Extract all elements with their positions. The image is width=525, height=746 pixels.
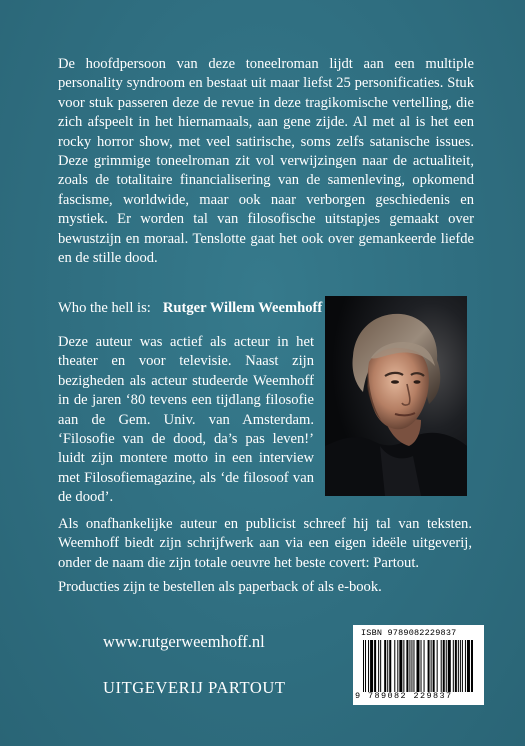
barcode-bar [399, 640, 402, 692]
barcode-bar [431, 640, 432, 692]
barcode-bar [433, 640, 435, 692]
barcode-bar [441, 640, 442, 692]
ean-digits: 9 789082 229837 [355, 691, 453, 701]
barcode-bar [471, 640, 473, 692]
barcode-bar [363, 640, 364, 692]
synopsis-paragraph: De hoofdpersoon van deze toneelroman lijdt aan een multiple personality syndroom en bestaat uit maar liefst 25 personificaties. Stuk voor stuk passeren deze de revue in deze tragikomische vertelling, die zich afspeelt in het hiernamaals, aan gene zijde. Al met al is het een rocky horror show, met veel satirische, soms zelfs satanische issues. Deze grimmige toneelroman zit vol verwijzingen naar de actualiteit, zoals de totalitaire financialisering van de samenleving, opkomend fascisme, worldwide, maar ook naar verborgen geschiedenis en mystiek. Er worden tal van filosofische uitstapjes gemaakt over bewustzijn en moraal. Tenslotte gaat het ook over gemankeerde liefde en de stille dood. [58, 56, 474, 267]
barcode-bar [387, 640, 388, 692]
barcode-bar [380, 640, 381, 692]
author-portrait [325, 296, 467, 496]
website-link[interactable]: www.rutgerweemhoff.nl [103, 632, 265, 651]
barcode-bar [394, 640, 395, 692]
barcode-bar [384, 640, 386, 692]
barcode-bar [389, 640, 391, 692]
barcode-bar [448, 640, 451, 692]
barcode-bar [403, 640, 404, 692]
barcode-bar [428, 640, 430, 692]
barcode-bar [413, 640, 414, 692]
author-name: Rutger Willem Weemhoff [162, 300, 323, 316]
barcode-bar [416, 640, 419, 692]
isbn-barcode [353, 625, 484, 705]
barcode-bar [406, 640, 408, 692]
barcode-bar [424, 640, 425, 692]
barcode-bar [443, 640, 445, 692]
publishing-paragraph: Als onafhankelijke auteur en publicist schreef hij tal van teksten. Weemhoff biedt zijn schrijfwerk aan via een eigen ideële uitgeverij, onder de naam die zijn totale oeuvre het beste covert: Partout. [58, 516, 472, 571]
isbn-label: ISBN 9789082229837 [361, 628, 457, 638]
barcode-bar [409, 640, 410, 692]
who-label: Who the hell is: [58, 300, 151, 316]
ordering-paragraph: Producties zijn te bestellen als paperback of als e-book. [58, 579, 382, 595]
barcode-bar [462, 640, 463, 692]
barcode-bar [446, 640, 447, 692]
barcode-bar [467, 640, 470, 692]
barcode-bar [374, 640, 376, 692]
barcode-bar [465, 640, 466, 692]
publisher-name: UITGEVERIJ PARTOUT [103, 678, 286, 697]
barcode-bar [455, 640, 457, 692]
author-heading [58, 299, 322, 318]
barcode-bar [397, 640, 398, 692]
barcode-bar [458, 640, 459, 692]
barcode-bar [460, 640, 461, 692]
barcode-bar [370, 640, 373, 692]
author-bio-paragraph: Deze auteur was actief als acteur in het theater en voor televisie. Naast zijn bezigheden als acteur studeerde Weemhoff in de jaren ‘80 tevens een tijdlang filosofie aan de Gem. Univ. van Amsterdam. ‘Filosofie van de dood, da’s pas leven!’ luidt zijn montere motto in een interview met Filosofiemagazine, als ‘de filosoof van de dood’. [58, 334, 314, 506]
barcode-bar [411, 640, 412, 692]
barcode-bar [378, 640, 379, 692]
barcode-bar [437, 640, 438, 692]
barcode-bar [365, 640, 366, 692]
barcode-bars [363, 640, 474, 692]
barcode-bar [453, 640, 454, 692]
barcode-bar [421, 640, 422, 692]
barcode-bar [368, 640, 369, 692]
